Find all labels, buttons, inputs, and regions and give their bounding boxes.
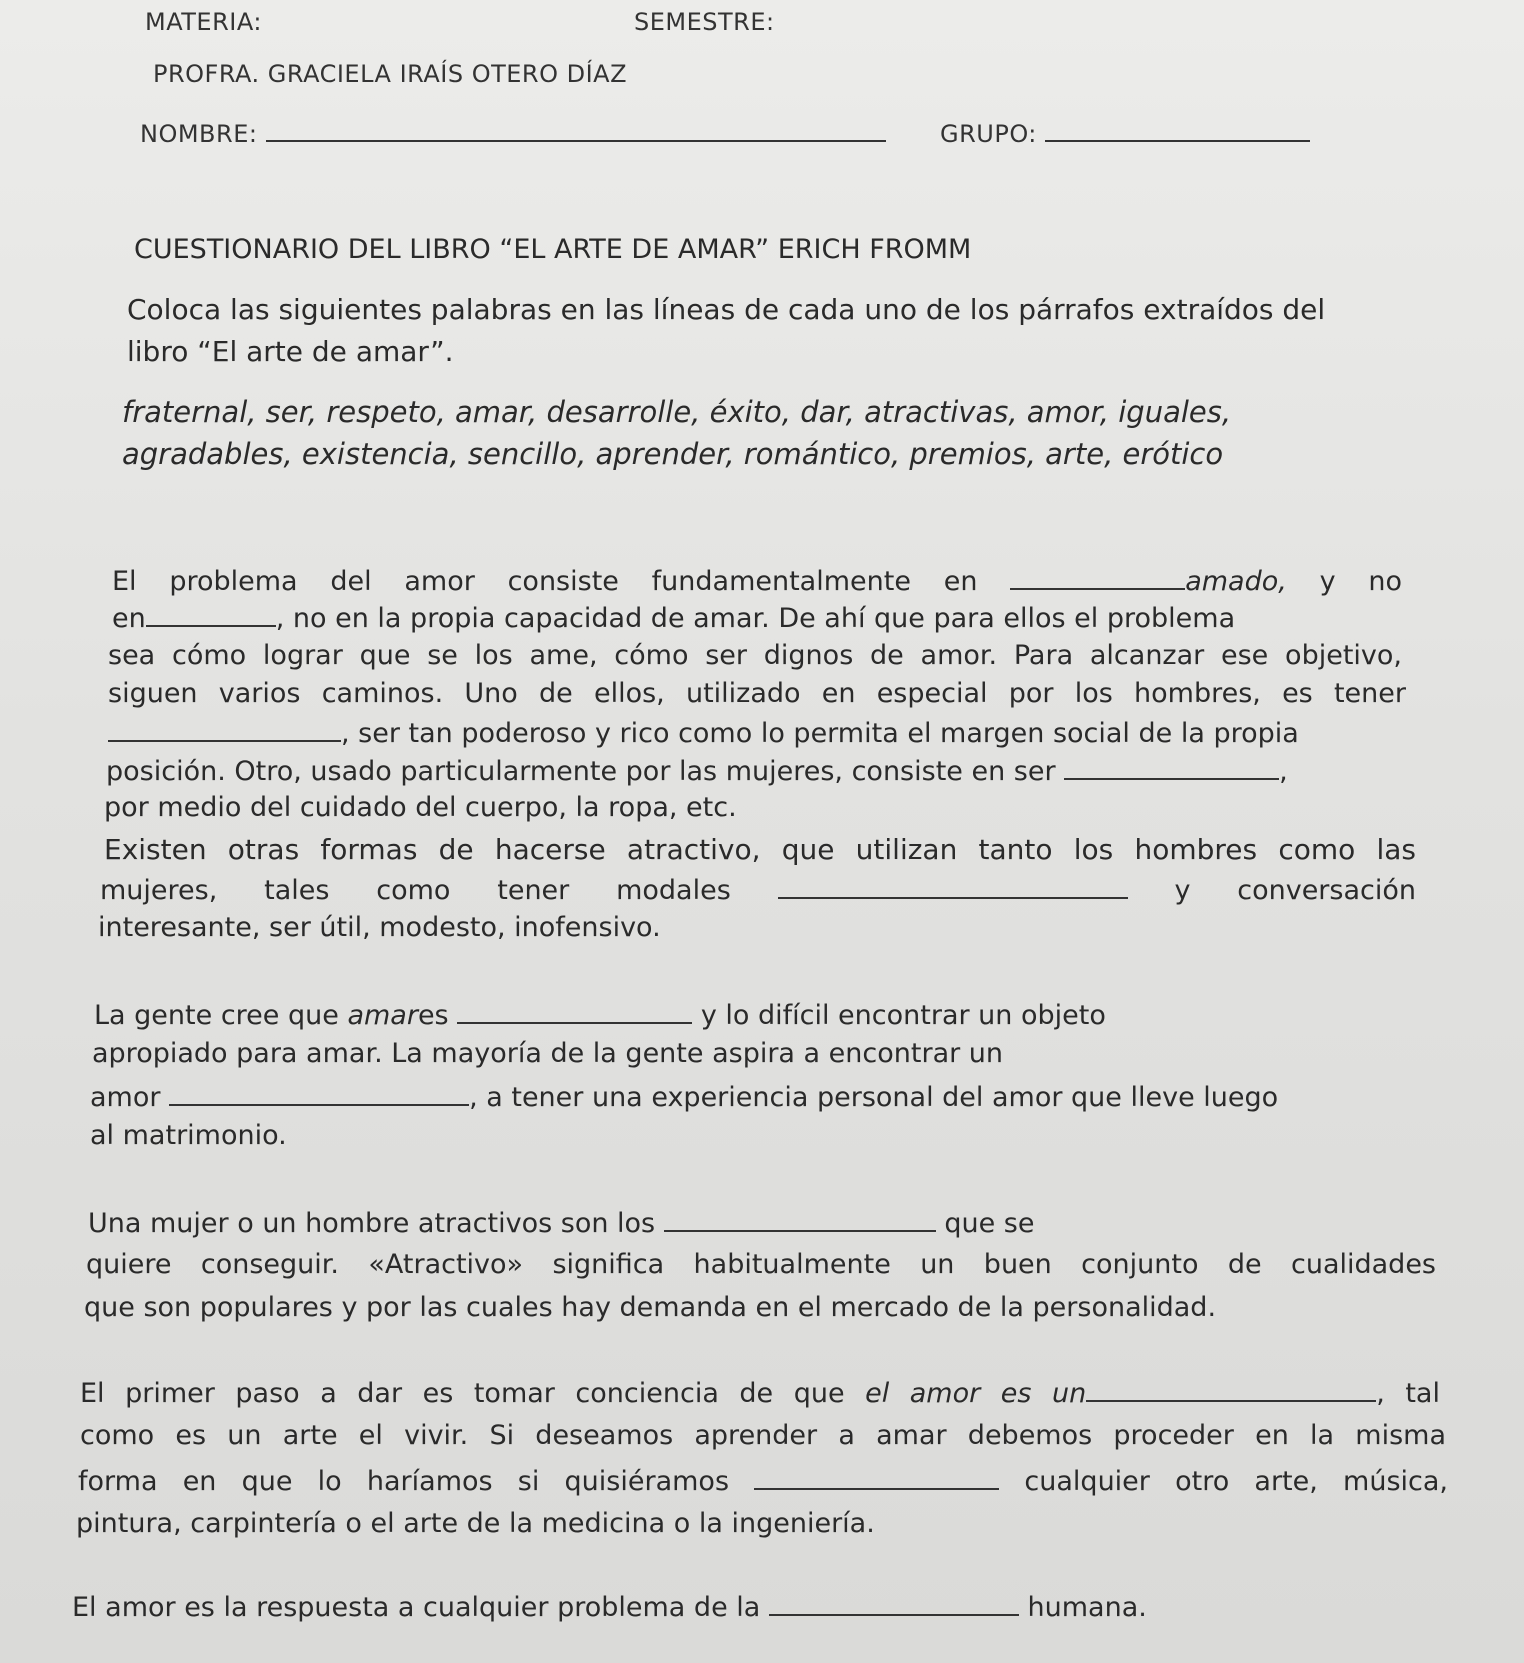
p1-text: , xyxy=(1279,756,1288,787)
p2-text: y lo difícil encontrar un objeto xyxy=(700,1000,1106,1031)
word-bank-line-1: fraternal, ser, respeto, amar, desarrolle, éxito, dar, atractivas, amor, iguales, xyxy=(122,395,1232,429)
p2-text: La gente cree que xyxy=(94,1000,339,1031)
p4-line-1 xyxy=(80,1374,1440,1412)
semestre-label: SEMESTRE: xyxy=(634,8,775,36)
p5-text: El amor es la respuesta a cualquier problema de la xyxy=(72,1592,761,1623)
p3-line-2: quiere conseguir. «Atractivo» significa habitualmente un buen conjunto de cualidades xyxy=(86,1249,1436,1280)
p1-line-5 xyxy=(108,714,1299,752)
p1-line-4: siguen varios caminos. Uno de ellos, utilizado en especial por los hombres, es tener xyxy=(108,678,1406,709)
p1-line-8: Existen otras formas de hacerse atractivo, que utilizan tanto los hombres como las xyxy=(104,833,1416,866)
p2-blank-2[interactable] xyxy=(169,1078,469,1106)
p2-text-italic: amar xyxy=(347,1000,418,1031)
p2-text: , a tener una experiencia personal del amor que lleve luego xyxy=(469,1082,1279,1113)
p1-line-10: interesante, ser útil, modesto, inofensivo. xyxy=(98,912,661,943)
p4-text: El primer paso a dar es tomar conciencia de que xyxy=(80,1378,845,1409)
p2-text: amor xyxy=(90,1082,161,1113)
p1-line-7: por medio del cuidado del cuerpo, la ropa, etc. xyxy=(104,792,737,823)
p1-text: mujeres, tales como tener modales xyxy=(100,875,731,906)
p3-blank-1[interactable] xyxy=(664,1204,936,1232)
p1-text-italic: amado, xyxy=(1185,566,1287,597)
p1-text: , no en la propia capacidad de amar. De ahí que para ellos el problema xyxy=(275,603,1236,634)
p4-text-italic: el amor es un xyxy=(865,1378,1087,1409)
p1-text: y no xyxy=(1319,566,1402,597)
instructions-line-2: libro “El arte de amar”. xyxy=(127,335,454,368)
p2-text: es xyxy=(417,1000,449,1031)
p3-line-3: que son populares y por las cuales hay demanda en el mercado de la personalidad. xyxy=(84,1292,1217,1323)
p1-line-6 xyxy=(106,752,1288,790)
p1-text: posición. Otro, usado particularmente por las mujeres, consiste en ser xyxy=(106,756,1056,787)
p4-text: cualquier otro arte, música, xyxy=(1024,1466,1448,1497)
nombre-field[interactable] xyxy=(140,114,886,152)
p4-text: , tal xyxy=(1376,1378,1440,1409)
materia-label: MATERIA: xyxy=(145,8,262,36)
instructions-line-1: Coloca las siguientes palabras en las líneas de cada uno de los párrafos extraídos del xyxy=(127,293,1326,326)
p1-line-2 xyxy=(112,599,1235,637)
p2-blank-1[interactable] xyxy=(457,996,692,1024)
grupo-field[interactable] xyxy=(940,114,1310,152)
p1-blank-2[interactable] xyxy=(146,599,276,627)
p4-line-2: como es un arte el vivir. Si deseamos aprender a amar debemos proceder en la misma xyxy=(80,1420,1446,1451)
grupo-label: GRUPO: xyxy=(940,120,1037,148)
p4-line-3 xyxy=(78,1462,1448,1500)
p4-blank-2[interactable] xyxy=(754,1462,999,1490)
p2-line-2: apropiado para amar. La mayoría de la gente aspira a encontrar un xyxy=(92,1038,1004,1069)
p3-text: Una mujer o un hombre atractivos son los xyxy=(88,1208,656,1239)
p1-blank-1[interactable] xyxy=(1010,562,1185,590)
p1-blank-5[interactable] xyxy=(778,871,1128,899)
p4-line-4: pintura, carpintería o el arte de la medicina o la ingeniería. xyxy=(76,1508,875,1539)
p2-line-1 xyxy=(94,996,1106,1034)
p1-text: El problema del amor consiste fundamentalmente en xyxy=(112,566,978,597)
p1-line-9 xyxy=(100,871,1416,909)
p1-text: y conversación xyxy=(1174,875,1416,906)
p1-text: en xyxy=(112,603,146,634)
nombre-blank[interactable] xyxy=(266,114,886,142)
p5-text: humana. xyxy=(1027,1592,1147,1623)
p2-line-4: al matrimonio. xyxy=(90,1120,287,1151)
p5-blank-1[interactable] xyxy=(769,1588,1019,1616)
page-title: CUESTIONARIO DEL LIBRO “EL ARTE DE AMAR” ERICH FROMM xyxy=(134,234,972,265)
grupo-blank[interactable] xyxy=(1045,114,1310,142)
p4-text: forma en que lo haríamos si quisiéramos xyxy=(78,1466,730,1497)
p4-blank-1[interactable] xyxy=(1086,1374,1376,1402)
nombre-label: NOMBRE: xyxy=(140,120,258,148)
p1-line-1 xyxy=(112,562,1402,600)
p3-text: que se xyxy=(944,1208,1035,1239)
p1-blank-4[interactable] xyxy=(1064,752,1279,780)
p1-line-3: sea cómo lograr que se los ame, cómo ser dignos de amor. Para alcanzar ese objetivo, xyxy=(108,640,1402,671)
p1-text: , ser tan poderoso y rico como lo permita el margen social de la propia xyxy=(341,718,1299,749)
word-bank-line-2: agradables, existencia, sencillo, aprender, romántico, premios, arte, erótico xyxy=(122,437,1224,471)
p3-line-1 xyxy=(88,1204,1034,1242)
p2-line-3 xyxy=(90,1078,1278,1116)
teacher-name: PROFRA. GRACIELA IRAÍS OTERO DÍAZ xyxy=(153,60,628,88)
p5-line-1 xyxy=(72,1588,1147,1626)
p1-blank-3[interactable] xyxy=(108,714,341,742)
